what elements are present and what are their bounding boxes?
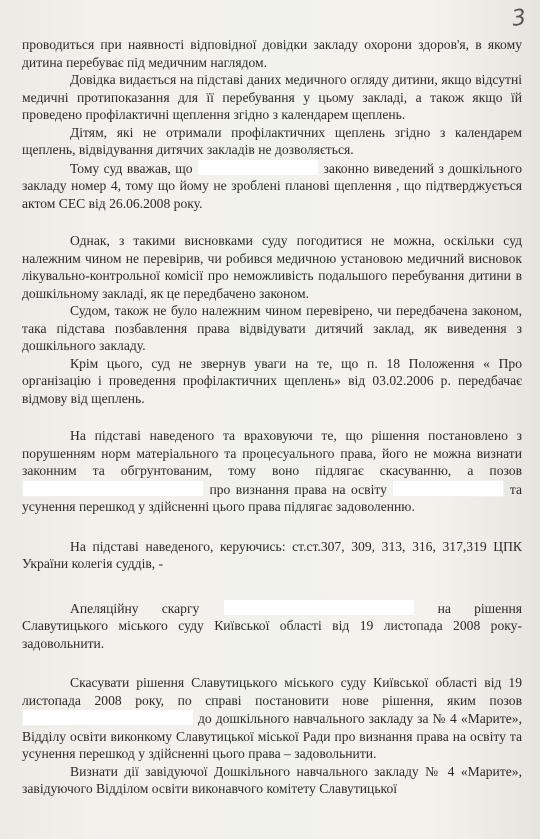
paragraph-11-start: Скасувати рішення Славутицького міського суду Київської області від 19 листопада 2008 року, по справі постановити нове рішення, яким позов [22,675,522,708]
paragraph-8-end: та усунення перешкод у здійсненні цього права підлягає задоволенню. [22,481,523,514]
paragraph-2: Довідка видається на підставі даних медичного огляду дитини, якщо відсутні медичні протипоказання для її перебування у цьому закладі, а також якщо їй проведено профілактичні щеплення згідно з календарем щеплень. [22,72,522,122]
paragraph-1: проводиться при наявності відповідної довідки закладу охорони здоров'я, в якому дитина перебуває під медичним наглядом. [22,37,522,70]
paragraph-4-end: законно виведений з дошкільного закладу номер 4, тому що йому не зроблені планові щеплення , що підтверджується актом СЕС від 26.06.2008 року. [22,160,522,211]
paragraph-3: Дітям, які не отримали профілактичних щеплень згідно з календарем щеплень, відвідування дитячих закладів не дозволяється. [22,124,522,157]
paragraph-5: Однак, з такими висновками суду погодитися не можна, оскільки суд належним чином не перевірив, чи робився медичною установою медичний висновок лікувально-контрольної комісії про неможливість подальшого перебування дитини в дошкільному закладі, як це передбачено законом. [22,233,522,301]
paragraph-10 [22,599,522,653]
paragraph-4 [22,159,522,213]
redacted-name [197,159,319,176]
paragraph-6: Судом, також не було належним чином перевірено, чи передбачена законом, така підстава позбавлення права відвідувати дитячий заклад, як виведення з дошкільного закладу. [22,303,522,353]
paragraph-8-middle: про визнання права на освіту [209,481,387,497]
paragraph-10-end: на рішення Славутицького міського суду Київської області від 19 листопада 2008 року- задовольнити. [22,600,522,651]
document-body [22,36,522,798]
paragraph-4-start: Тому суд вважав, що [70,160,193,176]
paragraph-11 [22,674,522,763]
page-number: 3 [510,5,528,32]
paragraph-11-end: до дошкільного навчального закладу за № 4 «Марите», Відділу освіти виконкому Славутицької міської Ради про визнання права на освіту та усунення перешкод у здійсненні цього права – задовольнити. [22,711,523,761]
paragraph-12: Визнати дії завідуючої Дошкільного навчального закладу № 4 «Марите», завідуючого Відділом освіти виконавчого комітету Славутицької [22,763,522,796]
redacted-name [22,709,194,726]
paragraph-7: Крім цього, суд не звернув уваги на те, що п. 18 Положення « Про організацію і проведення профілактичних щеплень» від 03.02.2006 р. передбачає відмову від щеплень. [22,355,522,406]
paragraph-9: На підставі наведеного, керуючись: ст.ст.307, 309, 313, 316, 317,319 ЦПК України колегія суддів, - [22,538,522,571]
redacted-name [392,480,504,497]
redacted-name [22,480,204,497]
redacted-name [223,599,415,616]
paragraph-10-start: Апеляційну скаргу [70,600,200,616]
paragraph-8 [22,427,522,516]
paragraph-8-start: На підставі наведеного та враховуючи те, що рішення постановлено з порушенням норм матеріального та процесуального права, його не можна визнати законним та обгрунтованим, тому воно підлягає скасуванню, а позов [22,428,522,478]
